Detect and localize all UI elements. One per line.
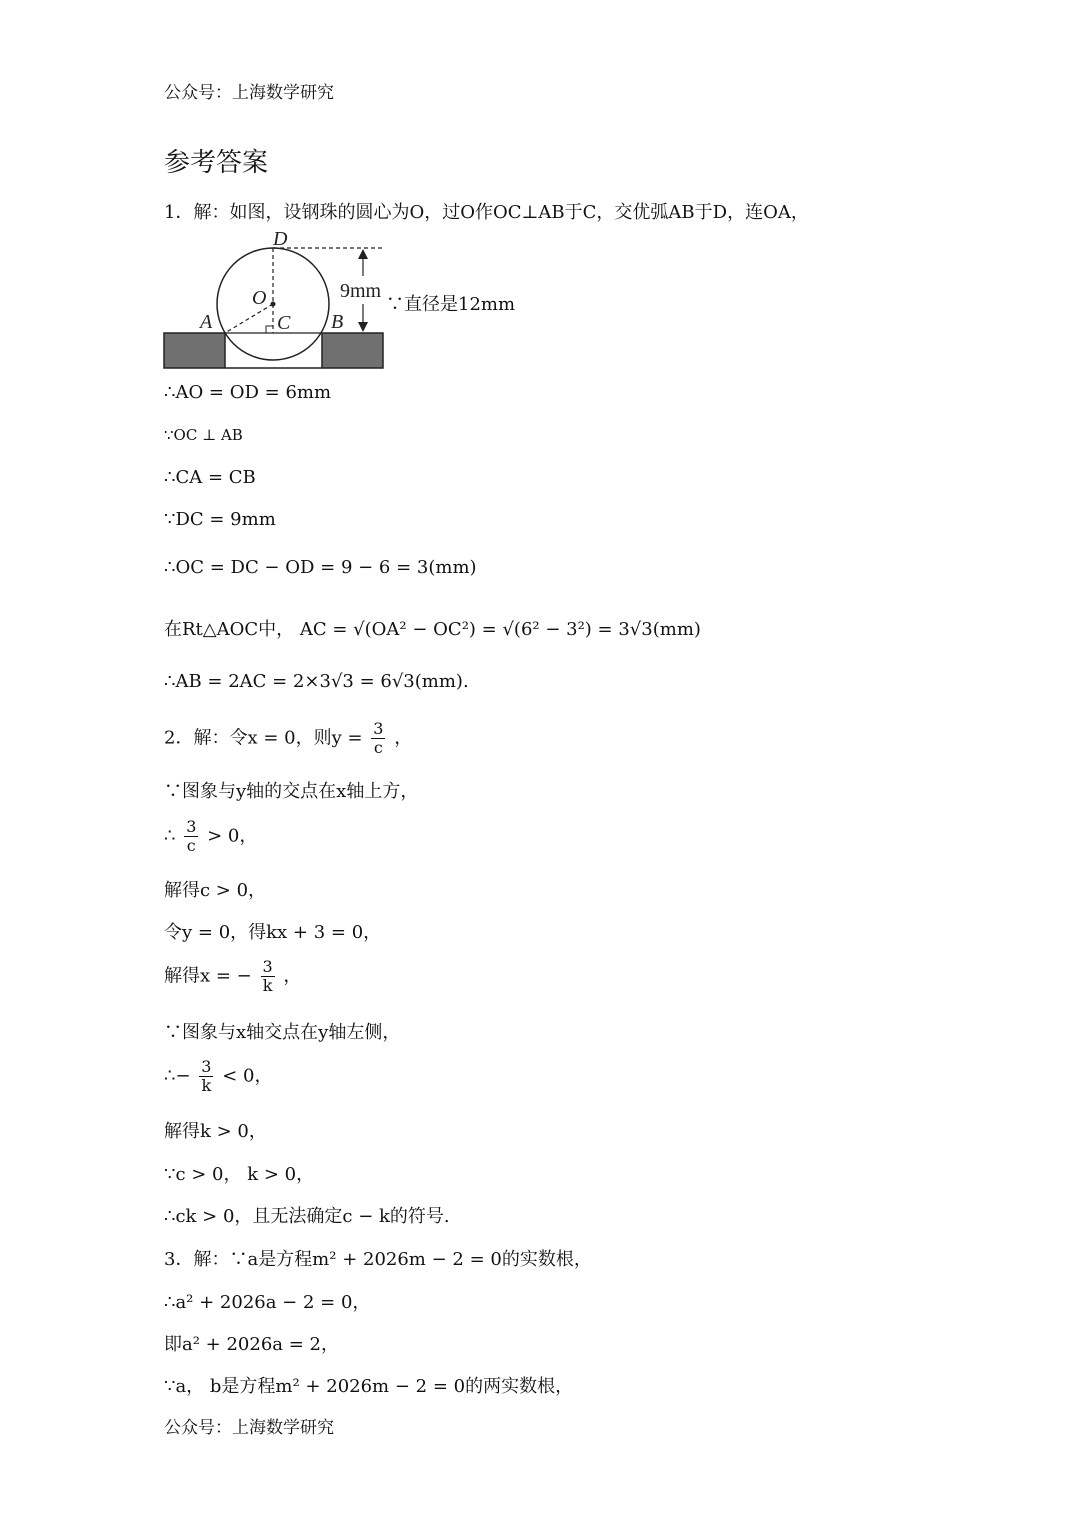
q1-step7: ∴AB = 2AC = 2×3√3 = 6√3(mm). xyxy=(164,671,469,692)
q1-intro: 1．解：如图，设钢珠的圆心为O，过O作OC⊥AB于C，交优弧AB于D，连OA， xyxy=(164,202,809,223)
q3-line2: ∴a² + 2026a − 2 = 0， xyxy=(164,1292,371,1313)
fraction-denominator: k xyxy=(201,1076,212,1095)
fraction-denominator: k xyxy=(262,976,273,995)
fraction-denominator: c xyxy=(186,836,196,855)
label-a: A xyxy=(200,311,213,333)
section-title: 参考答案 xyxy=(164,148,269,178)
fraction xyxy=(371,720,385,757)
left-block xyxy=(164,333,225,368)
q2-line4: 解得c > 0， xyxy=(164,880,267,901)
q1-diameter: ∵直径是12mm xyxy=(386,294,516,315)
label-o: O xyxy=(252,287,267,309)
up-arrowhead xyxy=(358,249,368,259)
fraction-denominator: c xyxy=(373,738,383,757)
q2-line10: ∵c > 0， k > 0， xyxy=(164,1164,315,1185)
q2-line3 xyxy=(164,818,257,855)
q1-step6: 在Rt△AOC中， AC = √(OA² − OC²) = √(6² − 3²) = 3√3(mm) xyxy=(164,619,701,640)
fraction-numerator: 3 xyxy=(262,957,273,976)
q2-line9: 解得k > 0， xyxy=(164,1121,267,1142)
q2-line7: ∵图象与x轴交点在y轴左侧， xyxy=(164,1022,401,1043)
page-header: 公众号：上海数学研究 xyxy=(164,83,334,103)
q3-line3: 即a² + 2026a = 2， xyxy=(164,1334,339,1355)
q2-line6-text: 解得x = − xyxy=(164,965,252,987)
fraction-numerator: 3 xyxy=(373,719,384,738)
q1-step5: ∴OC = DC − OD = 9 − 6 = 3(mm) xyxy=(164,557,477,578)
q2-line8 xyxy=(164,1058,272,1095)
q3-line4: ∵a， b是方程m² + 2026m − 2 = 0的两实数根， xyxy=(164,1376,574,1397)
center-point xyxy=(271,302,276,307)
fraction-numerator: 3 xyxy=(186,817,197,836)
fraction xyxy=(199,1058,213,1095)
q2-line8-text: ∴− xyxy=(164,1065,191,1087)
q2-line1 xyxy=(164,720,412,757)
fraction-numerator: 3 xyxy=(201,1057,212,1076)
q3-line1: 3．解：∵a是方程m² + 2026m − 2 = 0的实数根， xyxy=(164,1249,592,1270)
page-footer: 公众号：上海数学研究 xyxy=(164,1418,334,1438)
label-b: B xyxy=(331,311,344,333)
q2-line3-end: > 0， xyxy=(207,825,258,847)
q2-line1-end: ， xyxy=(394,727,413,749)
fraction xyxy=(261,958,275,995)
q2-line3-text: ∴ xyxy=(164,825,176,847)
label-d: D xyxy=(273,228,288,250)
label-c: C xyxy=(277,312,291,334)
right-block xyxy=(322,333,383,368)
q2-line5: 令y = 0，得kx + 3 = 0， xyxy=(164,922,382,943)
q2-line1-text: 2．解：令x = 0，则y = xyxy=(164,727,363,749)
fraction xyxy=(184,818,198,855)
right-angle-mark xyxy=(266,326,273,333)
q1-step4: ∵DC = 9mm xyxy=(164,509,276,530)
q1-step2: ∵OC ⊥ AB xyxy=(164,426,243,444)
q2-line6-end: ， xyxy=(283,965,302,987)
q2-line6 xyxy=(164,958,301,995)
q1-step3: ∴CA = CB xyxy=(164,467,256,488)
q2-line11: ∴ck > 0，且无法确定c − k的符号. xyxy=(164,1206,450,1227)
q1-step1: ∴AO = OD = 6mm xyxy=(164,382,332,403)
q2-line2: ∵图象与y轴的交点在x轴上方， xyxy=(164,781,419,802)
q2-line8-end: < 0， xyxy=(222,1065,273,1087)
measure-label: 9mm xyxy=(340,280,382,302)
down-arrowhead xyxy=(358,322,368,332)
